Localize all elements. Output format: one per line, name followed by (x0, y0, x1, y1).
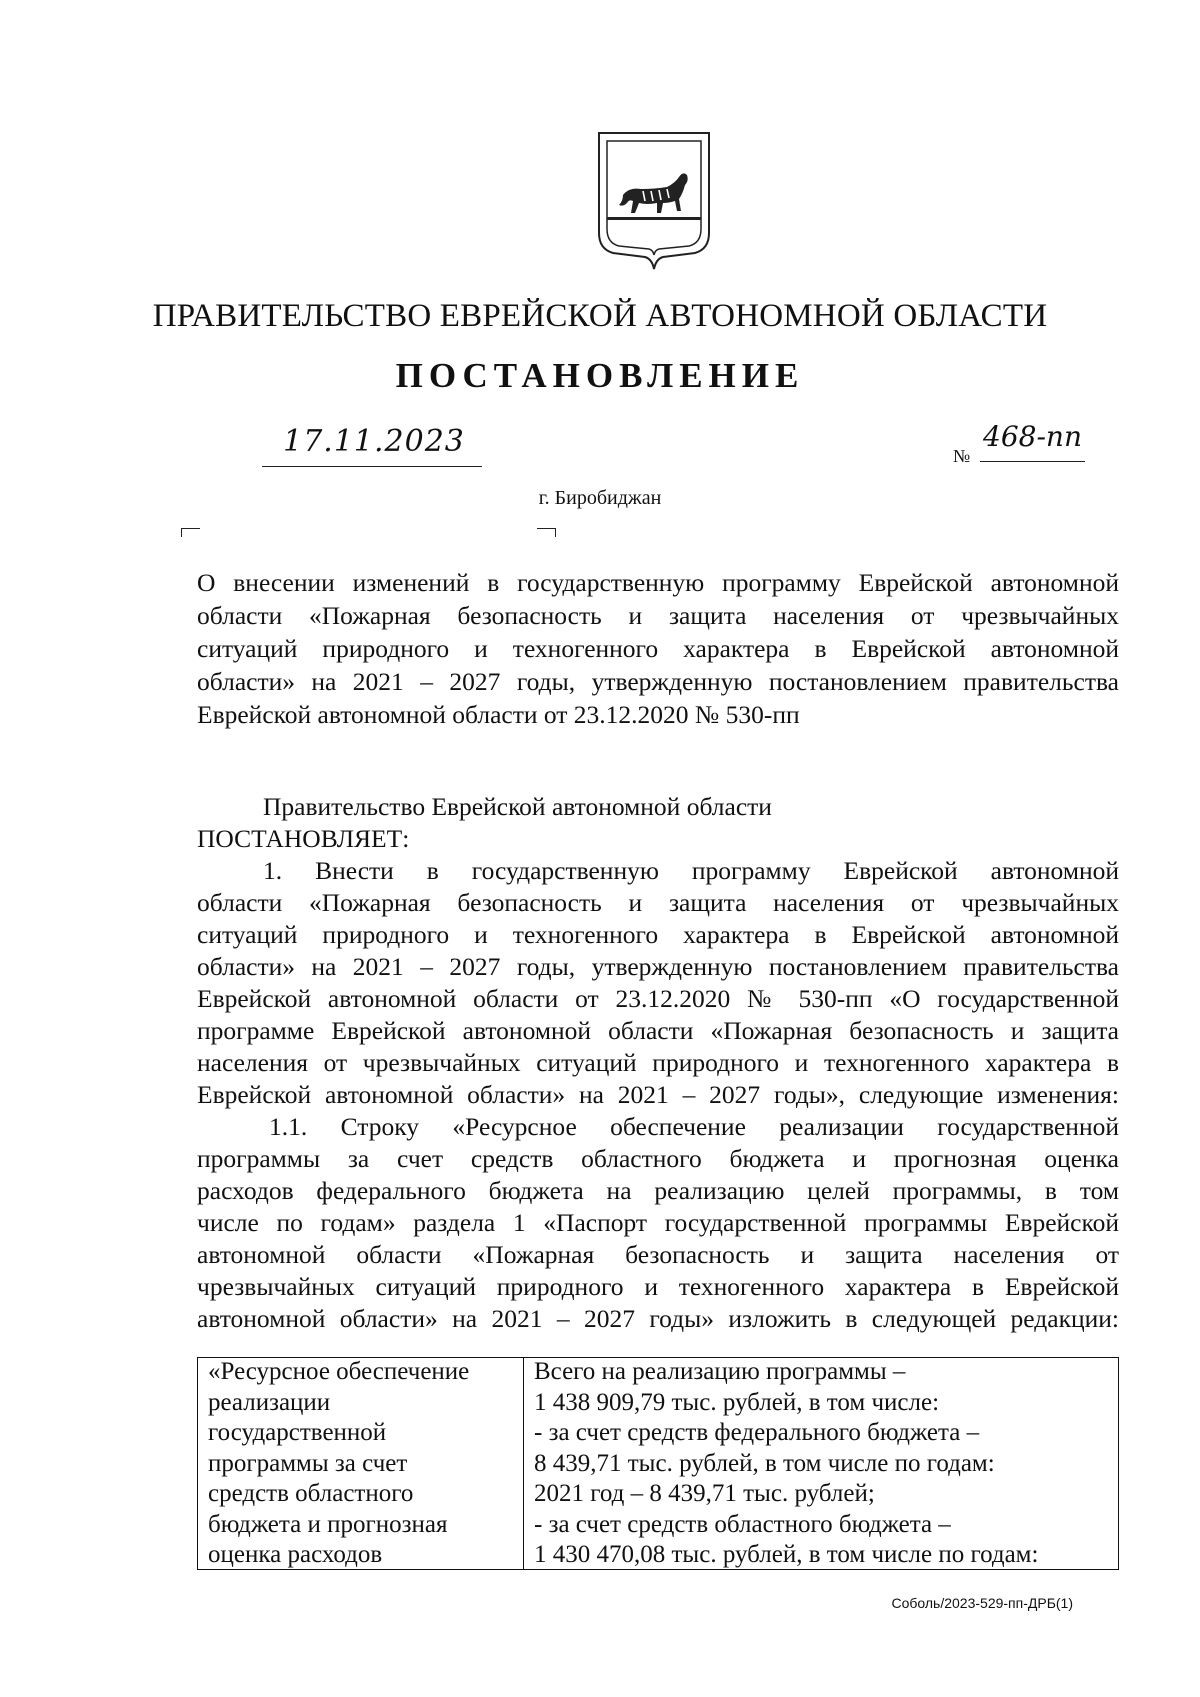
title-corner-right (537, 528, 556, 537)
item11-line: программы за счет средств областного бюджета и прогнозная оценка (197, 1144, 1119, 1173)
city: г. Биробиджан (538, 487, 662, 509)
coat-of-arms-emblem (595, 131, 713, 271)
table-left-line: средств областного (208, 1480, 414, 1507)
table-right-line: 1 438 909,79 тыс. рублей, в том числе: (534, 1388, 940, 1416)
table-right-line: Всего на реализацию программы – (534, 1358, 906, 1385)
item11-line: 1.1. Строку «Ресурсное обеспечение реализации государственной (269, 1112, 1119, 1141)
document-type: ПОСТАНОВЛЕНИЕ (395, 356, 805, 395)
handwritten-number: 468-пп (983, 420, 1082, 453)
document-title (197, 566, 1119, 731)
government-name: ПРАВИТЕЛЬСТВО ЕВРЕЙСКОЙ АВТОНОМНОЙ ОБЛАСТИ (152, 298, 1048, 334)
preamble: Правительство Еврейской автономной области (263, 792, 772, 821)
table-right-line: 1 430 470,08 тыс. рублей, в том числе по годам: (534, 1541, 1039, 1568)
date-underline (262, 466, 482, 467)
handwritten-date: 17.11.2023 (283, 424, 465, 459)
title-line: О внесении изменений в государственную программу Еврейской автономной (197, 568, 1119, 597)
number-label: № (953, 446, 971, 466)
table-left-line: государственной (208, 1419, 387, 1446)
item1-line: 1. Внести в государственную программу Еврейской автономной (263, 856, 1119, 885)
table-left-cell (208, 1357, 518, 1571)
item11-line: числе по годам» раздела 1 «Паспорт государственной программы Еврейской (197, 1208, 1119, 1237)
table-left-line: оценка расходов (208, 1541, 383, 1568)
resolves-heading: ПОСТАНОВЛЯЕТ: (197, 824, 410, 853)
table-right-line: - за счет средств областного бюджета – (534, 1510, 951, 1538)
item1-line: населения от чрезвычайных ситуаций природного и техногенного характера в (197, 1048, 1119, 1077)
item11-line: автономной области» на 2021 – 2027 годы» изложить в следующей редакции: (197, 1304, 1119, 1333)
item1-line: ситуаций природного и техногенного характера в Еврейской автономной (197, 920, 1119, 949)
table-right-line: 2021 год – 8 439,71 тыс. рублей; (534, 1480, 875, 1507)
item1-line: Еврейской автономной области от 23.12.2020 № 530-пп «О государственной (197, 984, 1119, 1013)
item1-line: Еврейской автономной области» на 2021 – 2027 годы», следующие изменения: (197, 1080, 1119, 1109)
table-right-line: 8 439,71 тыс. рублей, в том числе по годам: (534, 1449, 995, 1477)
table-left-line: бюджета и прогнозная (208, 1510, 448, 1538)
item11-line: автономной области «Пожарная безопасность и защита населения от (197, 1240, 1119, 1269)
table-right-cell (534, 1357, 1114, 1571)
table-right-line: - за счет средств федерального бюджета – (534, 1419, 980, 1446)
table-left-line: «Ресурсное обеспечение (208, 1358, 470, 1385)
title-line: области «Пожарная безопасность и защита населения от чрезвычайных (197, 601, 1119, 630)
footer-code: Соболь/2023-529-пп-ДРБ(1) (891, 1595, 1073, 1611)
document-body (197, 791, 1119, 1335)
title-line: ситуаций природного и техногенного характера в Еврейской автономной (197, 634, 1119, 663)
item1-line: области «Пожарная безопасность и защита населения от чрезвычайных (197, 888, 1119, 917)
tiger-icon (619, 173, 688, 213)
item1-line: области» на 2021 – 2027 годы, утвержденную постановлением правительства (197, 952, 1119, 981)
number-underline (980, 461, 1085, 462)
table-left-line: реализации (208, 1388, 331, 1416)
title-line: Еврейской автономной области от 23.12.2020 № 530-пп (197, 700, 800, 729)
resource-table (197, 1357, 1119, 1570)
table-column-divider (523, 1358, 524, 1569)
item11-line: чрезвычайных ситуаций природного и техногенного характера в Еврейской (197, 1272, 1119, 1301)
title-corner-left (181, 528, 200, 537)
title-line: области» на 2021 – 2027 годы, утвержденную постановлением правительства (197, 667, 1119, 696)
item11-line: расходов федерального бюджета на реализацию целей программы, в том (197, 1176, 1119, 1205)
table-left-line: программы за счет (208, 1449, 408, 1477)
item1-line: программе Еврейской автономной области «Пожарная безопасность и защита (197, 1016, 1119, 1045)
